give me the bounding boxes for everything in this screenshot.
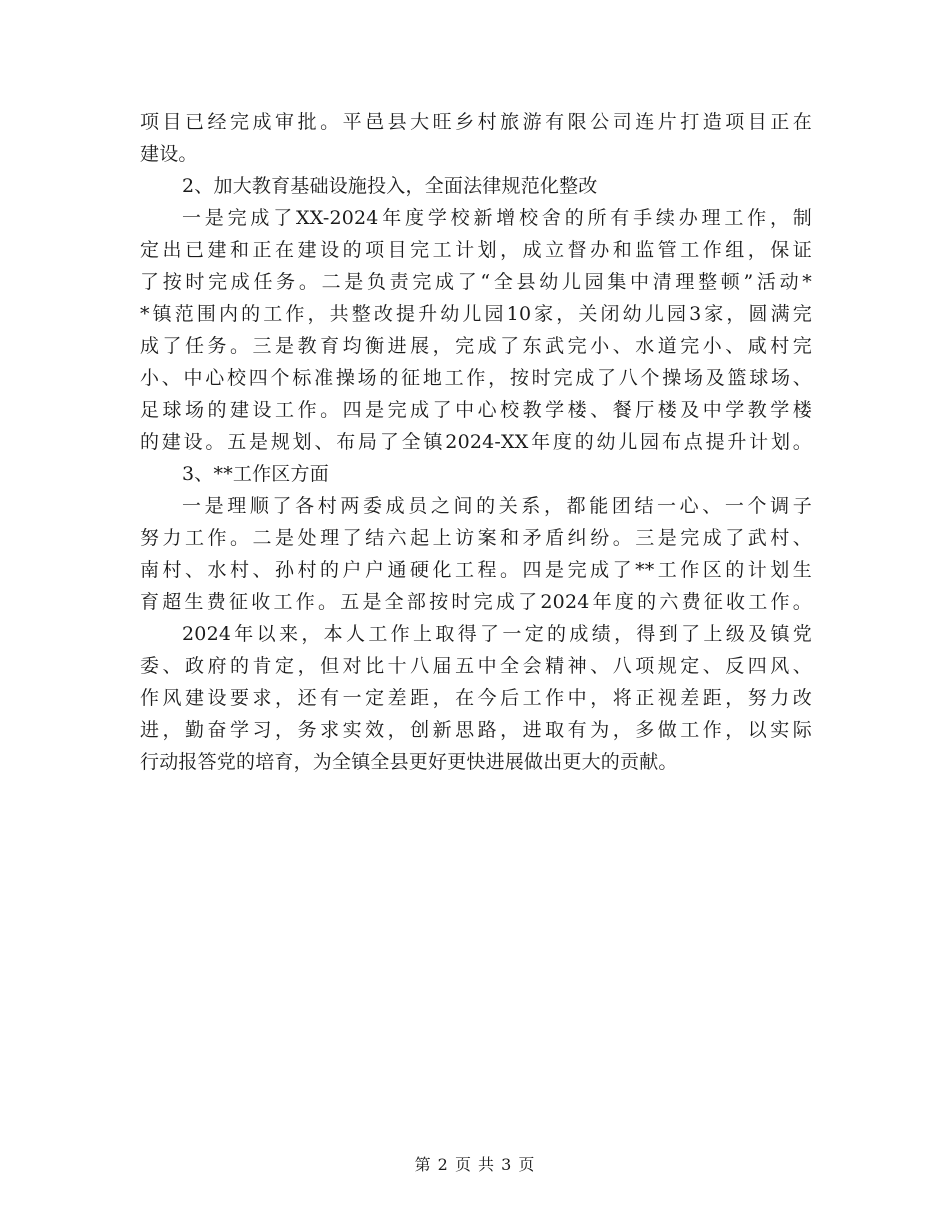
body-line: 进，勤奋学习，务求实效，创新思路，进取有为，多做工作，以实际 — [140, 719, 812, 741]
body-line: 小、中心校四个标准操场的征地工作，按时完成了八个操场及篮球场、 — [140, 367, 812, 389]
body-line: 育超生费征收工作。五是全部按时完成了2024年度的六费征收工作。 — [140, 591, 812, 613]
body-line: 行动报答党的培育，为全镇全县更好更快进展做出更大的贡献。 — [140, 751, 678, 773]
body-line: 作风建设要求，还有一定差距，在今后工作中，将正视差距，努力改 — [140, 687, 812, 709]
body-line: 成了任务。三是教育均衡进展，完成了东武完小、水道完小、咸村完 — [140, 335, 812, 357]
body-line: 足球场的建设工作。四是完成了中心校教学楼、餐厅楼及中学教学楼 — [140, 399, 812, 421]
body-line: 南村、水村、孙村的户户通硬化工程。四是完成了**工作区的计划生 — [140, 559, 812, 581]
document-body — [140, 106, 812, 778]
body-line: 的建设。五是规划、布局了全镇2024-XX年度的幼儿园布点提升计划。 — [140, 431, 812, 453]
body-line: *镇范围内的工作，共整改提升幼儿园10家，关闭幼儿园3家，圆满完 — [140, 303, 812, 325]
body-line: 一是理顺了各村两委成员之间的关系，都能团结一心、一个调子 — [182, 495, 812, 517]
section-heading: 2、加大教育基础设施投入，全面法律规范化整改 — [182, 175, 598, 197]
body-line: 建设。 — [140, 143, 198, 165]
body-line: 定出已建和正在建设的项目完工计划，成立督办和监管工作组，保证 — [140, 239, 812, 261]
body-line: 一是完成了XX-2024年度学校新增校舍的所有手续办理工作，制 — [182, 207, 812, 229]
page-number-footer: 第 2 页 共 3 页 — [414, 1155, 536, 1174]
section-heading: 3、**工作区方面 — [182, 463, 329, 485]
body-line: 2024年以来，本人工作上取得了一定的成绩，得到了上级及镇党 — [182, 623, 812, 645]
body-line: 项目已经完成审批。平邑县大旺乡村旅游有限公司连片打造项目正在 — [140, 111, 812, 133]
body-line: 了按时完成任务。二是负责完成了“全县幼儿园集中清理整顿”活动* — [140, 271, 812, 293]
body-line: 努力工作。二是处理了结六起上访案和矛盾纠纷。三是完成了武村、 — [140, 527, 812, 549]
body-line: 委、政府的肯定，但对比十八届五中全会精神、八项规定、反四风、 — [140, 655, 812, 677]
